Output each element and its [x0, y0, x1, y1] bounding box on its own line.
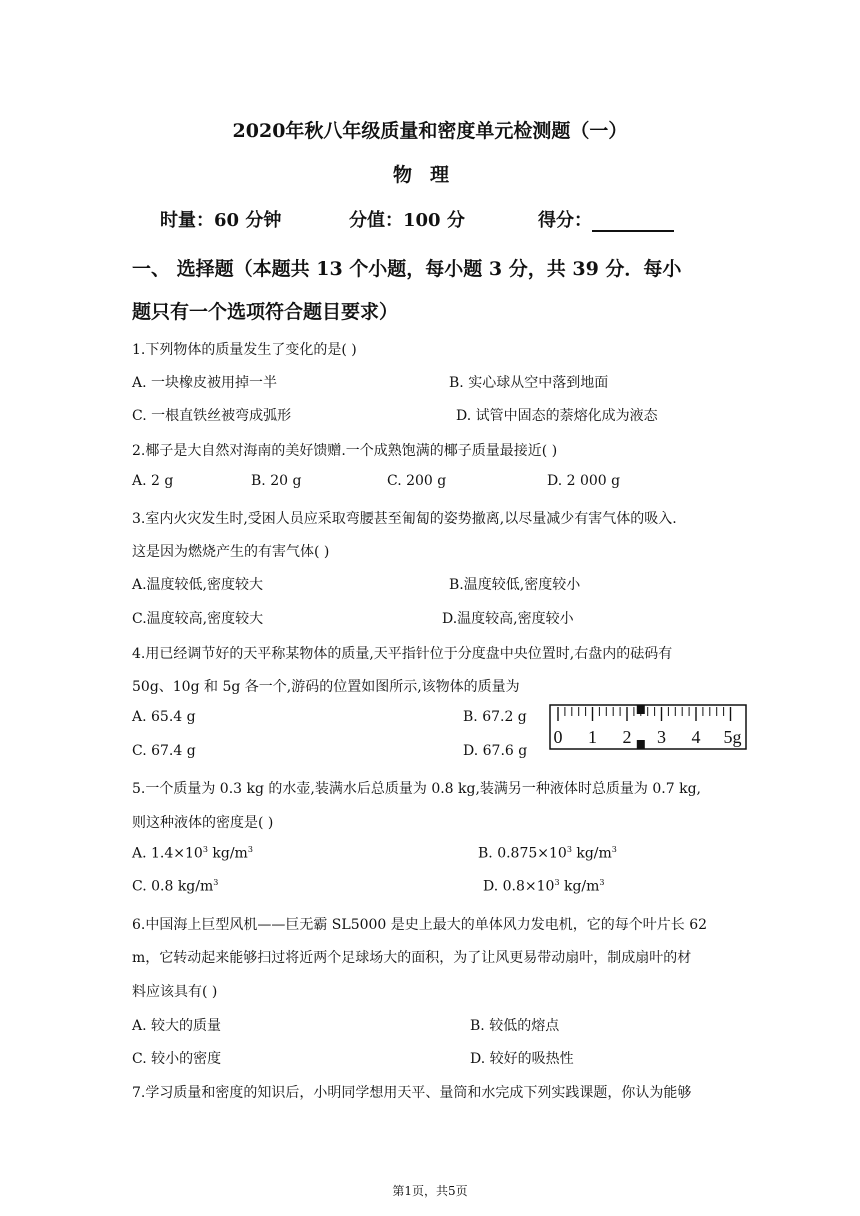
q1-option-c: C. 一根直铁丝被弯成弧形 [132, 408, 292, 424]
ruler-tick-label: 0 [553, 727, 563, 747]
ruler-tick-label: 1 [588, 727, 597, 747]
q4-option-a: A. 65.4 g [132, 709, 196, 725]
subject-title: 物理 [392, 164, 467, 186]
q5-option-a: A. $1.4\times 10^3$ $kg/m^3$ [132, 845, 253, 862]
q2-stem: 2.椰子是大自然对海南的美好馈赠.一个成熟饱满的椰子质量最接近( ) [132, 443, 558, 459]
q4-stem-line1: 4.用已经调节好的天平称某物体的质量,天平指针位于分度盘中央位置时,右盘内的砝码有 [132, 646, 673, 662]
q5-stem-line1: 5.一个质量为 0.3 kg 的水壶,装满水后总质量为 0.8 kg,装满另一种液体时总质量为 0.7 kg, [132, 781, 701, 797]
q1-option-b: B. 实心球从空中落到地面 [449, 375, 609, 391]
q6-option-d: D. 较好的吸热性 [470, 1051, 574, 1067]
q4-option-c: C. 67.4 g [132, 743, 196, 759]
ruler-tick-label: 5g [723, 727, 742, 747]
ruler-tick-label: 3 [657, 727, 666, 747]
q6-option-b: B. 较低的熔点 [470, 1018, 560, 1034]
time-label: 时量：60 分钟 [160, 210, 282, 231]
q3-option-a: A.温度较低,密度较大 [132, 577, 264, 593]
q4-stem-line2: 50g、10g 和 5g 各一个,游码的位置如图所示,该物体的质量为 [132, 679, 520, 695]
q6-option-c: C. 较小的密度 [132, 1051, 222, 1067]
rider-marker-top [637, 705, 645, 714]
q2-option-c: C. 200 g [387, 473, 447, 489]
q6-stem-line2: m，它转动起来能够扫过将近两个足球场大的面积，为了让风更易带动扇叶，制成扇叶的材 [132, 950, 692, 966]
ruler-tick-label: 4 [691, 727, 701, 747]
score-blank [592, 210, 674, 232]
q3-option-c: C.温度较高,密度较大 [132, 611, 264, 627]
q6-stem-line1: 6.中国海上巨型风机——巨无霸 SL5000 是史上最大的单体风力发电机，它的每个叶片长 62 [132, 917, 708, 933]
ruler-tick-label: 2 [622, 727, 632, 747]
q6-stem-line3: 料应该具有( ) [132, 984, 218, 1000]
q5-option-d: D. $0.8\times 10^3$ $kg/m^3$ [483, 878, 605, 895]
q3-stem-line1: 3.室内火灾发生时,受困人员应采取弯腰甚至匍匐的姿势撤离,以尽量减少有害气体的吸入. [132, 511, 677, 527]
q5-option-c: C. 0.8 $kg/m^3$ [132, 878, 219, 895]
q5-option-b: B. $0.875\times 10^3$ $kg/m^3$ [478, 845, 617, 862]
q1-option-d: D. 试管中固态的萘熔化成为液态 [456, 408, 658, 424]
q4-option-d: D. 67.6 g [463, 743, 528, 759]
q4-option-b: B. 67.2 g [463, 709, 527, 725]
rider-marker-bottom [637, 740, 645, 749]
q3-option-b: B.温度较低,密度较小 [449, 577, 581, 593]
q5-stem-line2: 则这种液体的密度是( ) [132, 815, 274, 831]
page-footer: 第1页，共5页 [392, 1184, 468, 1198]
q1-option-a: A. 一块橡皮被用掉一半 [132, 375, 278, 391]
score-label: 分值：100 分 [349, 210, 465, 231]
section-heading-line2: 题只有一个选项符合题目要求） [132, 301, 399, 323]
got-label: 得分： [538, 210, 592, 231]
q7-stem-line1: 7.学习质量和密度的知识后，小明同学想用天平、量筒和水完成下列实践课题，你认为能够 [132, 1085, 692, 1101]
rider-scale-svg [549, 704, 747, 750]
q2-option-a: A. 2 g [132, 473, 174, 489]
q1-stem: 1.下列物体的质量发生了变化的是( ) [132, 342, 357, 358]
got-score [538, 206, 674, 232]
q3-option-d: D.温度较高,密度较小 [442, 611, 574, 627]
q3-stem-line2: 这是因为燃烧产生的有害气体( ) [132, 544, 330, 560]
rider-scale-figure [549, 704, 747, 754]
q2-option-d: D. 2 000 g [547, 473, 621, 489]
q2-option-b: B. 20 g [251, 473, 302, 489]
exam-title: 2020年秋八年级质量和密度单元检测题（一） [232, 120, 628, 142]
q6-option-a: A. 较大的质量 [132, 1018, 222, 1034]
section-heading-line1: 一、 选择题（本题共 13 个小题，每小题 3 分，共 39 分．每小 [132, 258, 682, 280]
